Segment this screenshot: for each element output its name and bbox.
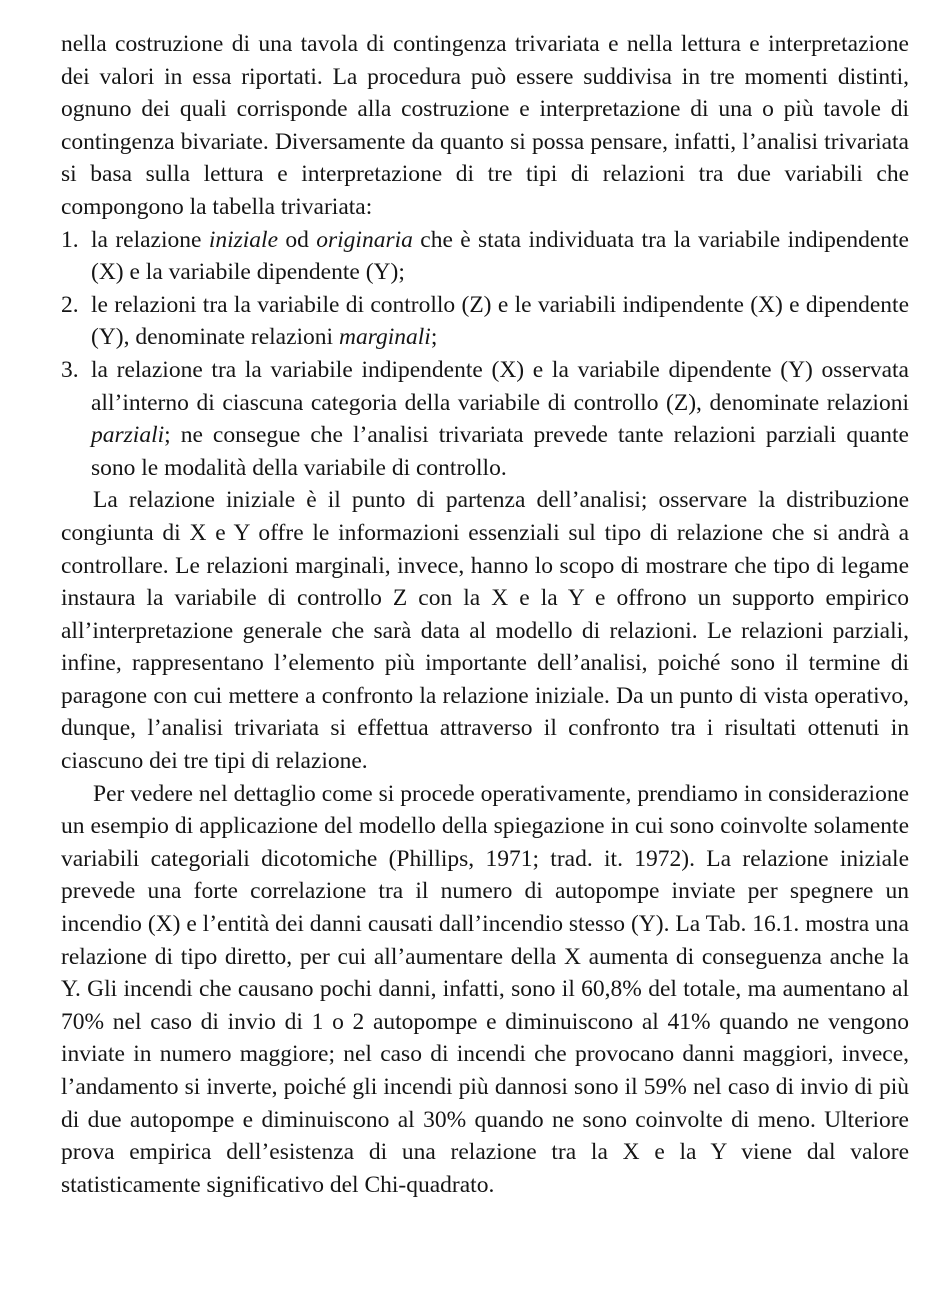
list-number: 3. bbox=[61, 356, 79, 383]
emphasis: iniziale bbox=[208, 226, 279, 253]
relations-list bbox=[61, 224, 909, 485]
list-item: 2. le relazioni tra la variabile di controllo (Z) e le variabili indipendente (X) e dipendente (Y), denominate relazioni marginali; bbox=[61, 289, 909, 354]
intro-paragraph: nella costruzione di una tavola di contingenza trivariata e nella lettura e interpretazione dei valori in essa riportati. La procedura può essere suddivisa in tre momenti distinti, ognuno dei quali corrisponde alla costruzione e interpretazione di una o più tavole di contingenza bivariate. Diversamente da quanto si possa pensare, infatti, l’analisi trivariata si basa sulla lettura e interpretazione di tre tipi di relazioni tra due variabili che compongono la tabella trivariata: bbox=[61, 31, 909, 220]
list-number: 2. bbox=[61, 291, 79, 318]
emphasis: originaria bbox=[316, 226, 413, 253]
emphasis: marginali bbox=[338, 324, 431, 351]
body-paragraph: Per vedere nel dettaglio come si procede operativamente, prendiamo in considerazione un esempio di applicazione del modello della spiegazione in cui sono coinvolte solamente variabili categoriali dicotomiche (Phillips, 1971; trad. it. 1972). La relazione iniziale prevede una forte correlazione tra il numero di autopompe inviate per spegnere un incendio (X) e l’entità dei danni causati dall’incendio stesso (Y). La Tab. 16.1. mostra una relazione di tipo diretto, per cui all’aumentare della X aumenta di conseguenza anche la Y. Gli incendi che causano pochi danni, infatti, sono il 60,8% del totale, ma aumentano al 70% nel caso di invio di 1 o 2 autopompe e diminuiscono al 41% quando ne vengono inviate in numero maggiore; nel caso di incendi che provocano danni maggiori, invece, l’andamento si inverte, poiché gli incendi più dannosi sono il 59% nel caso di invio di più di due autopompe e diminuiscono al 30% quando ne sono coinvolte di meno. Ulteriore prova empirica dell’esistenza di una relazione tra la X e la Y viene dal valore statisticamente significativo del Chi-quadrato. bbox=[61, 780, 909, 1198]
emphasis: parziali bbox=[91, 422, 165, 449]
body-paragraph: La relazione iniziale è il punto di partenza dell’analisi; osservare la distribuzione congiunta di X e Y offre le informazioni essenziali sul tipo di relazione che si andrà a controllare. Le relazioni marginali, invece, hanno lo scopo di mostrare che tipo di legame instaura la variabile di controllo Z con la X e la Y e offrono un supporto empirico all’interpretazione generale che sarà data al modello di relazioni. Le relazioni parziali, infine, rappresentano l’elemento più importante dell’analisi, poiché sono il termine di paragone con cui mettere a confronto la relazione iniziale. Da un punto di vista operativo, dunque, l’analisi trivariata si effettua attraverso il confronto tra i risultati ottenuti in ciascuno dei tre tipi di relazione. bbox=[61, 487, 909, 775]
list-item: 3. la relazione tra la variabile indipendente (X) e la variabile dipendente (Y) osservata all’interno di ciascuna categoria della variabile di controllo (Z), denominate relazioni parziali; ne consegue che l’analisi trivariata prevede tante relazioni parziali quante sono le modalità della variabile di controllo. bbox=[61, 354, 909, 484]
list-item: 1. la relazione iniziale od originaria che è stata individuata tra la variabile indipendente (X) e la variabile dipendente (Y); bbox=[61, 224, 909, 289]
list-number: 1. bbox=[61, 226, 79, 253]
document-page bbox=[61, 28, 909, 1201]
